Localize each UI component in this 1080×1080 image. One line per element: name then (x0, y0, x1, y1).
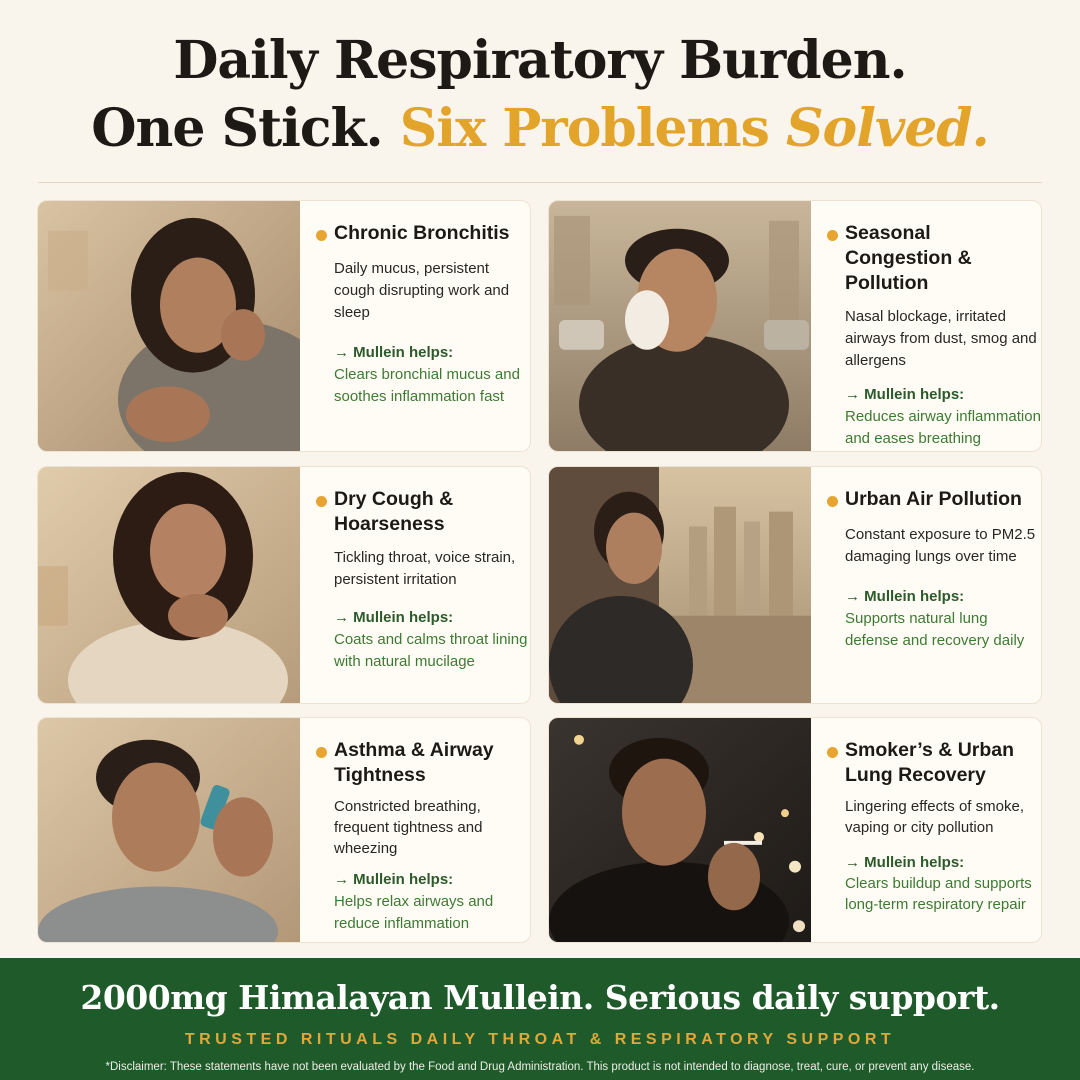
bullet-dot (827, 230, 838, 241)
card-description: Constricted breathing, frequent tightness and wheezing (334, 798, 483, 857)
headline-line-1: Daily Respiratory Burden. (173, 30, 907, 91)
mullein-helps-text: Reduces airway inflammation and eases breathing (845, 408, 1041, 447)
card-title: Smoker’s & Urban Lung Recovery (845, 739, 1015, 786)
headline-line-2 (0, 94, 1080, 164)
footer-banner (0, 958, 1080, 1080)
headline-solved: Solved. (785, 98, 989, 159)
mullein-helps-text: Coats and calms throat lining with natural mucilage (334, 631, 528, 670)
mullein-helps-text: Supports natural lung defense and recovery daily (845, 610, 1025, 649)
mullein-helps-label: → Mullein helps: (334, 871, 454, 888)
card-title: Dry Cough & Hoarseness (334, 488, 454, 535)
headline-six-problems: Six Problems (399, 98, 769, 159)
bullet-dot (827, 747, 838, 758)
problem-card-seasonal-congestion (548, 200, 1042, 452)
card-title: Asthma & Airway Tightness (334, 739, 494, 786)
card-description: Tickling throat, voice strain, persistent irritation (334, 549, 516, 588)
brand-line: TRUSTED RITUALS DAILY THROAT & RESPIRATORY SUPPORT (184, 1031, 896, 1048)
problem-card-asthma (37, 717, 531, 943)
card-description: Daily mucus, persistent cough disrupting work and sleep (334, 260, 510, 321)
problem-card-dry-cough (37, 466, 531, 704)
man-inhaler-photo (38, 718, 300, 942)
woman-sore-throat-photo (38, 467, 300, 703)
card-description: Lingering effects of smoke, vaping or city pollution (845, 798, 1024, 836)
man-smoking-photo (549, 718, 811, 942)
mullein-helps-text: Clears bronchial mucus and soothes inflammation fast (334, 366, 520, 405)
man-city-skyline-photo (549, 467, 811, 703)
bullet-dot (827, 496, 838, 507)
mullein-helps-text: Clears buildup and supports long-term respiratory repair (845, 875, 1032, 913)
fda-disclaimer: *Disclaimer: These statements have not been evaluated by the Food and Drug Administration. This product is not intended to diagnose, treat, cure, or prevent any disease. (105, 1061, 975, 1073)
mullein-helps-label: → Mullein helps: (845, 854, 965, 871)
mullein-helps-label: → Mullein helps: (334, 609, 454, 626)
card-description: Constant exposure to PM2.5 damaging lungs over time (845, 526, 1036, 565)
headline (0, 28, 1080, 164)
mullein-helps-text: Helps relax airways and reduce inflammation (334, 893, 494, 932)
man-blowing-nose-photo (549, 201, 811, 451)
problem-card-smokers-lung (548, 717, 1042, 943)
bullet-dot (316, 496, 327, 507)
card-description: Nasal blockage, irritated airways from dust, smog and allergens (845, 308, 1037, 369)
bullet-dot (316, 230, 327, 241)
bullet-dot (316, 747, 327, 758)
divider (38, 182, 1042, 183)
headline-one-stick: One Stick. (91, 98, 383, 159)
woman-coughing-photo (38, 201, 300, 451)
card-title: Chronic Bronchitis (334, 222, 510, 244)
problem-card-urban-air-pollution (548, 466, 1042, 704)
card-title: Urban Air Pollution (845, 488, 1022, 510)
mullein-helps-label: → Mullein helps: (845, 386, 965, 403)
card-title: Seasonal Congestion & Pollution (845, 222, 972, 294)
footer-tagline: 2000mg Himalayan Mullein. Serious daily support. (80, 978, 1000, 1017)
mullein-helps-label: → Mullein helps: (845, 588, 965, 605)
problem-card-chronic-bronchitis (37, 200, 531, 452)
mullein-helps-label: → Mullein helps: (334, 344, 454, 361)
